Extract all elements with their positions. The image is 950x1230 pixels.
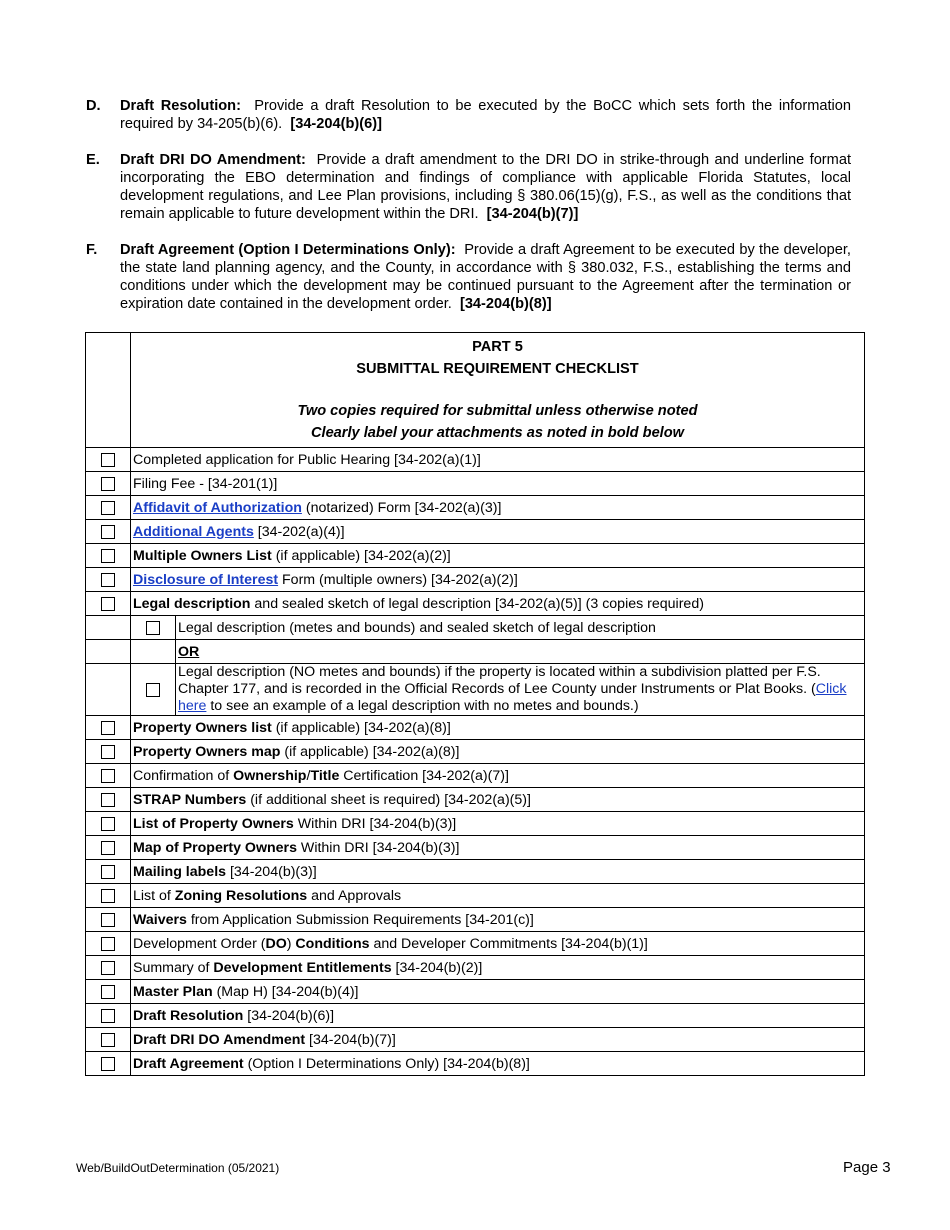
row-bold: DO bbox=[265, 935, 287, 952]
checkbox[interactable] bbox=[101, 817, 115, 831]
row-bold: Conditions bbox=[295, 935, 370, 952]
additional-agents-link[interactable]: Additional Agents bbox=[133, 523, 254, 540]
checklist-row bbox=[86, 1028, 865, 1052]
item-letter: D. bbox=[86, 98, 101, 114]
row-text bbox=[131, 592, 865, 616]
checklist-row bbox=[86, 1052, 865, 1076]
blank-cell bbox=[86, 664, 131, 716]
row-text bbox=[131, 764, 865, 788]
checkbox[interactable] bbox=[146, 621, 160, 635]
checklist-row bbox=[86, 860, 865, 884]
disclosure-of-interest-link[interactable]: Disclosure of Interest bbox=[133, 571, 279, 588]
checklist-row bbox=[86, 932, 865, 956]
checkbox[interactable] bbox=[101, 501, 115, 515]
row-text bbox=[131, 740, 865, 764]
checklist-subrow bbox=[86, 616, 865, 640]
row-text bbox=[131, 520, 865, 544]
checklist-row bbox=[86, 448, 865, 472]
checklist-row bbox=[86, 520, 865, 544]
row-text bbox=[131, 956, 865, 980]
checklist-note-copies: Two copies required for submittal unless otherwise noted bbox=[297, 403, 698, 419]
item-ref: [34-204(b)(8)] bbox=[459, 296, 552, 312]
checklist-row bbox=[86, 740, 865, 764]
checkbox[interactable] bbox=[101, 549, 115, 563]
checkbox[interactable] bbox=[101, 793, 115, 807]
row-bold: Development Entitlements bbox=[213, 959, 392, 976]
row-sep: / bbox=[306, 767, 311, 784]
checklist-row bbox=[86, 956, 865, 980]
item-body: Provide a draft amendment to the DRI DO in strike-through and underline format incorporating the EBO determination and findings of compliance with applicable Florida Statutes, local development regulations, and Lee Plan provisions, including § 380.06(15)(g), F.S., as well as the conditions that remain applicable to future development within the DRI. bbox=[120, 152, 851, 222]
row-rest: (if applicable) [34-202(a)(8)] bbox=[271, 719, 451, 736]
checklist-title: SUBMITTAL REQUIREMENT CHECKLIST bbox=[356, 360, 639, 377]
row-text bbox=[131, 1052, 865, 1076]
checkbox[interactable] bbox=[101, 889, 115, 903]
row-text bbox=[131, 980, 865, 1004]
row-rest: (if applicable) [34-202(a)(2)] bbox=[271, 547, 451, 564]
row-text bbox=[131, 932, 865, 956]
row-rest: Within DRI [34-204(b)(3)] bbox=[293, 815, 457, 832]
item-d bbox=[86, 97, 851, 133]
row-text bbox=[131, 716, 865, 740]
checklist-row bbox=[86, 1004, 865, 1028]
checklist-row bbox=[86, 568, 865, 592]
checkbox[interactable] bbox=[101, 525, 115, 539]
checklist-row bbox=[86, 836, 865, 860]
checklist-row bbox=[86, 980, 865, 1004]
row-bold: Property Owners map bbox=[133, 743, 281, 760]
checkbox[interactable] bbox=[101, 961, 115, 975]
header-blank-cell bbox=[86, 333, 131, 448]
checkbox[interactable] bbox=[101, 477, 115, 491]
row-bold: STRAP Numbers bbox=[133, 791, 247, 808]
row-bold: Zoning Resolutions bbox=[174, 887, 308, 904]
row-text bbox=[131, 884, 865, 908]
row-bold: Waivers bbox=[133, 911, 187, 928]
row-rest: (notarized) Form [34-202(a)(3)] bbox=[301, 499, 502, 516]
row-text bbox=[131, 1004, 865, 1028]
row-bold: Mailing labels bbox=[133, 863, 227, 880]
blank-cell bbox=[86, 640, 131, 664]
checkbox[interactable] bbox=[101, 721, 115, 735]
checkbox[interactable] bbox=[101, 913, 115, 927]
checklist-row bbox=[86, 592, 865, 616]
item-f bbox=[86, 241, 851, 313]
row-rest: to see an example of a legal description with no metes and bounds.) bbox=[206, 698, 639, 714]
item-e bbox=[86, 151, 851, 223]
row-rest: Certification [34-202(a)(7)] bbox=[339, 767, 509, 784]
row-bold: Map of Property Owners bbox=[133, 839, 297, 856]
checklist-subrow bbox=[86, 640, 865, 664]
row-rest: Within DRI [34-204(b)(3)] bbox=[296, 839, 460, 856]
row-bold: Draft DRI DO Amendment bbox=[133, 1031, 306, 1048]
checkbox[interactable] bbox=[101, 865, 115, 879]
checklist-row bbox=[86, 496, 865, 520]
checklist-row bbox=[86, 544, 865, 568]
row-rest: (if applicable) [34-202(a)(8)] bbox=[280, 743, 460, 760]
row-lead: Confirmation of bbox=[133, 767, 234, 784]
checklist-subrow bbox=[86, 664, 865, 716]
item-body: Provide a draft Agreement to be executed by the developer, the state land planning agency, and the County, in accordance with § 380.032, F.S., establishing the terms and conditions under which the development may be continued pursuant to the Agreement after the termination or expiration date contained in the development order. bbox=[120, 242, 851, 312]
row-text bbox=[131, 836, 865, 860]
click-here-link[interactable]: Click here bbox=[178, 681, 847, 714]
checkbox[interactable] bbox=[101, 573, 115, 587]
row-text bbox=[131, 812, 865, 836]
checkbox[interactable] bbox=[101, 1033, 115, 1047]
row-lead: List of bbox=[133, 887, 175, 904]
checkbox[interactable] bbox=[101, 769, 115, 783]
row-rest: [34-204(b)(7)] bbox=[305, 1031, 396, 1048]
row-rest: Form (multiple owners) [34-202(a)(2)] bbox=[278, 571, 518, 588]
item-text bbox=[120, 97, 851, 133]
row-bold: Draft Agreement bbox=[133, 1055, 244, 1072]
checkbox[interactable] bbox=[101, 1009, 115, 1023]
row-rest: [34-204(b)(3)] bbox=[226, 863, 317, 880]
part-label: PART 5 bbox=[472, 339, 523, 355]
row-bold: Draft Resolution bbox=[133, 1007, 244, 1024]
row-lead: Summary of bbox=[133, 959, 214, 976]
row-body: Legal description (NO metes and bounds) if the property is located within a subdivision platted per F.S. Chapter 177, and is recorded in the Official Records of Lee County under Instruments or Plat Books. bbox=[178, 664, 821, 697]
item-body: Provide a draft Resolution to be executed by the BoCC which sets forth the information required by 34-205(b)(6). bbox=[120, 98, 852, 132]
row-text: Legal description (metes and bounds) and sealed sketch of legal description bbox=[176, 616, 865, 640]
requirements-list bbox=[86, 97, 851, 331]
row-bold: Property Owners list bbox=[133, 719, 272, 736]
blank-cell bbox=[131, 640, 176, 664]
checklist-header bbox=[131, 333, 865, 448]
checklist-header-row bbox=[86, 333, 865, 448]
checklist-row bbox=[86, 472, 865, 496]
checkbox[interactable] bbox=[101, 453, 115, 467]
row-text bbox=[131, 1028, 865, 1052]
item-ref: [34-204(b)(7)] bbox=[486, 206, 579, 222]
row-text bbox=[131, 908, 865, 932]
item-letter: E. bbox=[86, 152, 100, 168]
row-rest: [34-202(a)(4)] bbox=[253, 523, 345, 540]
checkbox[interactable] bbox=[101, 985, 115, 999]
footer-form-id: Web/BuildOutDetermination (05/2021) bbox=[76, 1161, 280, 1175]
submittal-checklist-table bbox=[85, 332, 865, 1076]
row-text bbox=[131, 860, 865, 884]
checklist-row bbox=[86, 716, 865, 740]
checklist-row bbox=[86, 764, 865, 788]
checkbox[interactable] bbox=[101, 937, 115, 951]
item-title: Draft Agreement (Option I Determinations Only): bbox=[120, 242, 456, 258]
row-rest: from Application Submission Requirements [34-201(c)] bbox=[186, 911, 534, 928]
row-sep: ) bbox=[286, 935, 296, 952]
row-rest: [34-204(b)(2)] bbox=[391, 959, 483, 976]
item-title: Draft DRI DO Amendment: bbox=[120, 152, 306, 168]
checklist-row bbox=[86, 788, 865, 812]
row-lead: Development Order ( bbox=[133, 935, 266, 952]
item-title: Draft Resolution: bbox=[120, 98, 241, 114]
row-bold: List of Property Owners bbox=[133, 815, 294, 832]
item-ref: [34-204(b)(6)] bbox=[290, 116, 382, 132]
row-rest: (Map H) [34-204(b)(4)] bbox=[212, 983, 359, 1000]
row-paren: ( bbox=[811, 681, 816, 697]
row-text bbox=[131, 788, 865, 812]
checklist-row bbox=[86, 812, 865, 836]
checkbox[interactable] bbox=[101, 841, 115, 855]
item-text bbox=[120, 151, 851, 223]
checkbox[interactable] bbox=[146, 683, 160, 697]
checklist-row bbox=[86, 884, 865, 908]
blank-cell bbox=[86, 616, 131, 640]
row-text: Completed application for Public Hearing [34-202(a)(1)] bbox=[131, 448, 865, 472]
item-text bbox=[120, 241, 851, 313]
row-bold: Master Plan bbox=[133, 983, 213, 1000]
row-text bbox=[176, 640, 865, 664]
or-label: OR bbox=[178, 643, 200, 660]
row-rest: and Developer Commitments [34-204(b)(1)] bbox=[369, 935, 648, 952]
checklist-note-label: Clearly label your attachments as noted in bold below bbox=[310, 424, 685, 441]
row-text bbox=[176, 664, 865, 716]
row-text bbox=[131, 544, 865, 568]
row-rest: [34-204(b)(6)] bbox=[243, 1007, 335, 1024]
checkbox[interactable] bbox=[101, 597, 115, 611]
page-number: Page 3 bbox=[843, 1159, 891, 1176]
row-bold: Ownership bbox=[233, 767, 307, 784]
item-letter: F. bbox=[86, 242, 98, 258]
row-bold: Title bbox=[310, 767, 340, 784]
row-rest: (Option I Determinations Only) [34-204(b)(8)] bbox=[243, 1055, 530, 1072]
affidavit-link[interactable]: Affidavit of Authorization bbox=[133, 499, 302, 516]
row-text bbox=[131, 496, 865, 520]
row-rest: and Approvals bbox=[307, 887, 402, 904]
row-text bbox=[131, 568, 865, 592]
row-rest: (if additional sheet is required) [34-202(a)(5)] bbox=[246, 791, 531, 808]
row-bold: Legal description bbox=[133, 595, 251, 612]
checkbox[interactable] bbox=[101, 745, 115, 759]
checkbox[interactable] bbox=[101, 1057, 115, 1071]
checklist-row bbox=[86, 908, 865, 932]
row-bold: Multiple Owners List bbox=[133, 547, 272, 564]
row-text: Filing Fee - [34-201(1)] bbox=[131, 472, 865, 496]
row-rest: and sealed sketch of legal description [34-202(a)(5)] (3 copies required) bbox=[250, 595, 704, 612]
